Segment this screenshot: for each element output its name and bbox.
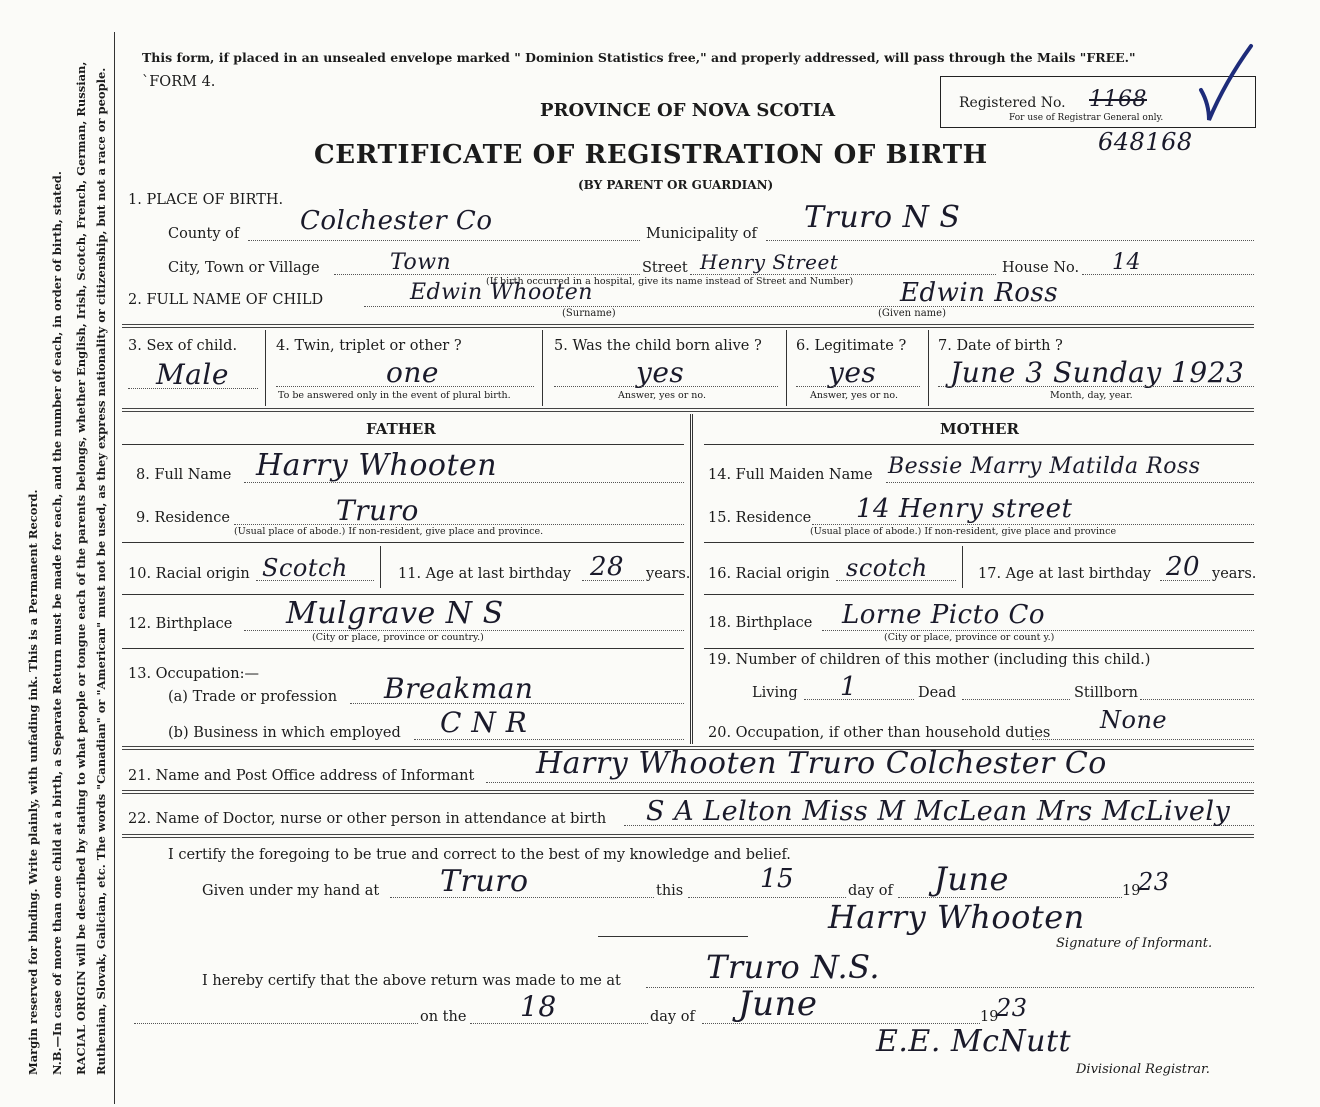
mother-rule-3 — [704, 648, 1254, 649]
father-rule-3 — [122, 648, 684, 649]
margin-line-3: RACIAL ORIGIN will be described by stating to what people or tongue each of the parents belongs, whether English, Irish, Scotch, French, German, Russian, — [74, 61, 88, 1075]
surname-note: (Surname) — [562, 308, 616, 319]
divider-1 — [122, 324, 1254, 328]
informant-label: 21. Name and Post Office address of Informant — [128, 768, 475, 784]
mother-residence-label: 15. Residence — [708, 510, 812, 526]
registered-number: 648168 — [1098, 128, 1193, 156]
signature-label: Signature of Informant. — [1056, 936, 1213, 951]
county-line — [248, 240, 640, 241]
house-line — [1082, 274, 1254, 275]
twin-note: To be answered only in the event of plural birth. — [278, 390, 511, 401]
father-age: 28 — [590, 552, 625, 582]
mother-race-divider — [962, 546, 963, 588]
made-year-prefix: 19 — [980, 1009, 999, 1025]
mother-race: scotch — [846, 554, 928, 582]
dead-label: Dead — [918, 685, 957, 701]
alive-label: 5. Was the child born alive ? — [554, 338, 762, 354]
twin-line — [276, 386, 534, 387]
mail-notice: This form, if placed in an unsealed envelope marked " Dominion Statistics free," and properly addressed, will pass through the Mails "FREE." — [142, 50, 1136, 65]
mother-age: 20 — [1166, 552, 1201, 582]
mother-race-label: 16. Racial origin — [708, 566, 830, 582]
registered-number-struck: 1168 — [1089, 87, 1147, 112]
father-birthplace-note: (City or place, province or country.) — [312, 632, 484, 643]
registrar-note: For use of Registrar General only. — [1009, 113, 1164, 123]
certify-statement: I certify the foregoing to be true and correct to the best of my knowledge and belief. — [168, 847, 791, 863]
mother-birthplace-label: 18. Birthplace — [708, 615, 813, 631]
legitimate-line — [796, 386, 920, 387]
mother-birthplace-line — [822, 630, 1254, 631]
given-day-line — [688, 897, 846, 898]
date-value: June 3 Sunday 1923 — [950, 356, 1245, 389]
street-label: Street — [642, 260, 688, 276]
father-residence-label: 9. Residence — [136, 510, 230, 526]
row3-divider-4 — [928, 330, 929, 406]
registered-label: Registered No. — [959, 95, 1066, 111]
registrar-signature: E.E. McNutt — [876, 1024, 1072, 1059]
row3-divider-3 — [786, 330, 787, 406]
father-years: years. — [646, 566, 691, 582]
divider-2 — [122, 408, 1254, 412]
occupation-label: 13. Occupation:— — [128, 666, 259, 682]
city-line — [334, 274, 640, 275]
city-value: Town — [390, 250, 452, 275]
mother-residence-line — [812, 524, 1254, 525]
business-label: (b) Business in which employed — [168, 725, 401, 741]
mother-residence-note: (Usual place of abode.) If non-resident, give place and province — [810, 526, 1117, 537]
sex-line — [128, 388, 258, 389]
doctor-value: S A Lelton Miss M McLean Mrs McLively — [646, 796, 1231, 827]
trade-label: (a) Trade or profession — [168, 689, 338, 705]
parents-divider — [690, 414, 693, 744]
margin-line-1: Margin reserved for binding. Write plainly, with unfading ink. This is a Permanent Record. — [26, 489, 40, 1075]
business-line — [414, 739, 684, 740]
certificate-subtitle: (BY PARENT OR GUARDIAN) — [578, 178, 774, 192]
living-line — [804, 699, 914, 700]
form-number: `FORM 4. — [142, 74, 216, 90]
municipality-label: Municipality of — [646, 226, 757, 242]
province-heading: PROVINCE OF NOVA SCOTIA — [540, 100, 836, 121]
municipality-line — [766, 240, 1254, 241]
margin-line-2: N.B.—In case of more than one child at a birth, a Separate Return must be made for each, and the number of each, in order of birth, stated. — [50, 171, 64, 1075]
business-value: C N R — [440, 706, 528, 739]
day-of-label: day of — [848, 883, 893, 899]
margin-line-4: Ruthenian, Slovak, Galician, etc. The words "Canadian" or "American" must not be used, as they express nationality or citizenship, but not a race or people. — [94, 67, 108, 1075]
given-day: 15 — [760, 864, 795, 894]
mother-name-line — [886, 482, 1254, 483]
mother-name: Bessie Marry Matilda Ross — [888, 454, 1201, 479]
children-label: 19. Number of children of this mother (including this child.) — [708, 652, 1151, 668]
child-surname: Edwin Whooten — [410, 280, 593, 305]
made-day-line — [470, 1023, 648, 1024]
father-birthplace: Mulgrave N S — [286, 596, 504, 631]
alive-line — [554, 386, 778, 387]
doctor-label: 22. Name of Doctor, nurse or other person in attendance at birth — [128, 811, 607, 827]
street-note: (If birth occurred in a hospital, give its name instead of Street and Number) — [486, 276, 854, 287]
legitimate-label: 6. Legitimate ? — [796, 338, 907, 354]
registrar-label: Divisional Registrar. — [1076, 1062, 1210, 1077]
county-value: Colchester Co — [300, 206, 493, 236]
mother-years: years. — [1212, 566, 1257, 582]
father-residence: Truro — [336, 494, 419, 527]
father-residence-line — [234, 524, 684, 525]
sex-label: 3. Sex of child. — [128, 338, 238, 354]
made-place: Truro N.S. — [706, 948, 881, 986]
made-day: 18 — [520, 990, 557, 1023]
father-rule-1 — [122, 542, 684, 543]
father-residence-note: (Usual place of abode.) If non-resident, give place and province. — [234, 526, 544, 537]
mother-name-label: 14. Full Maiden Name — [708, 467, 873, 483]
mother-residence: 14 Henry street — [856, 494, 1073, 524]
alive-note: Answer, yes or no. — [618, 390, 707, 401]
divider-4 — [122, 790, 1254, 794]
informant-signature: Harry Whooten — [828, 898, 1085, 936]
living-value: 1 — [840, 672, 858, 702]
mother-occupation: None — [1100, 706, 1168, 734]
twin-label: 4. Twin, triplet or other ? — [276, 338, 462, 354]
made-year: 23 — [996, 994, 1028, 1022]
father-birthplace-label: 12. Birthplace — [128, 616, 233, 632]
municipality-value: Truro N S — [804, 200, 961, 235]
street-value: Henry Street — [700, 250, 839, 274]
given-place: Truro — [440, 864, 529, 899]
mother-occupation-label: 20. Occupation, if other than household duties — [708, 725, 1051, 741]
city-label: City, Town or Village — [168, 260, 320, 276]
margin-instructions — [20, 40, 110, 1080]
signature-short-rule — [598, 936, 748, 937]
child-name-label: 2. FULL NAME OF CHILD — [128, 292, 324, 308]
father-rule-2 — [122, 594, 684, 595]
on-the-label: on the — [420, 1009, 467, 1025]
divider-5 — [122, 834, 1254, 838]
date-line — [938, 386, 1254, 387]
father-heading-rule — [122, 444, 684, 445]
certificate-title: CERTIFICATE OF REGISTRATION OF BIRTH — [314, 140, 988, 170]
mother-occupation-line — [1032, 739, 1254, 740]
made-day-of-label: day of — [650, 1009, 695, 1025]
given-under-label: Given under my hand at — [202, 883, 380, 899]
twin-value: one — [386, 356, 439, 389]
mother-heading-rule — [704, 444, 1254, 445]
margin-rule — [114, 32, 115, 1104]
stillborn-label: Stillborn — [1074, 685, 1138, 701]
date-label: 7. Date of birth ? — [938, 338, 1063, 354]
mother-birthplace: Lorne Picto Co — [842, 600, 1046, 630]
county-label: County of — [168, 226, 240, 242]
living-label: Living — [752, 685, 798, 701]
father-age-label: 11. Age at last birthday — [398, 566, 571, 582]
place-of-birth-label: 1. PLACE OF BIRTH. — [128, 192, 284, 208]
row3-divider-1 — [265, 330, 266, 406]
informant-line — [486, 782, 1254, 783]
house-value: 14 — [1112, 250, 1141, 275]
on-the-lead-line — [134, 1023, 418, 1024]
check-mark-icon — [1195, 42, 1255, 122]
father-heading: FATHER — [366, 420, 436, 438]
this-label: this — [656, 883, 684, 899]
mother-birthplace-note: (City or place, province or count y.) — [884, 632, 1055, 643]
given-year: 23 — [1138, 868, 1170, 896]
trade-value: Breakman — [384, 672, 534, 705]
house-label: House No. — [1002, 260, 1080, 276]
street-line — [690, 274, 996, 275]
child-name-line — [364, 306, 1254, 307]
made-month: June — [738, 984, 818, 1024]
alive-value: yes — [636, 356, 685, 389]
hereby-certify-label: I hereby certify that the above return was made to me at — [202, 973, 621, 989]
mother-age-label: 17. Age at last birthday — [978, 566, 1151, 582]
mother-rule-2 — [704, 594, 1254, 595]
father-race: Scotch — [262, 554, 348, 582]
given-name-note: (Given name) — [878, 308, 946, 319]
mother-heading: MOTHER — [940, 420, 1019, 438]
legitimate-note: Answer, yes or no. — [810, 390, 899, 401]
given-month: June — [934, 860, 1009, 898]
father-name-label: 8. Full Name — [136, 467, 232, 483]
informant-value: Harry Whooten Truro Colchester Co — [536, 746, 1107, 781]
year-prefix: 19 — [1122, 883, 1141, 899]
mother-rule-1 — [704, 542, 1254, 543]
father-name: Harry Whooten — [256, 448, 498, 483]
date-note: Month, day, year. — [1050, 390, 1133, 401]
dead-line — [962, 699, 1070, 700]
child-given-name: Edwin Ross — [900, 278, 1059, 308]
sex-value: Male — [156, 358, 229, 391]
father-race-divider — [380, 546, 381, 588]
legitimate-value: yes — [828, 356, 877, 389]
row3-divider-2 — [542, 330, 543, 406]
father-race-label: 10. Racial origin — [128, 566, 250, 582]
stillborn-line — [1140, 699, 1254, 700]
